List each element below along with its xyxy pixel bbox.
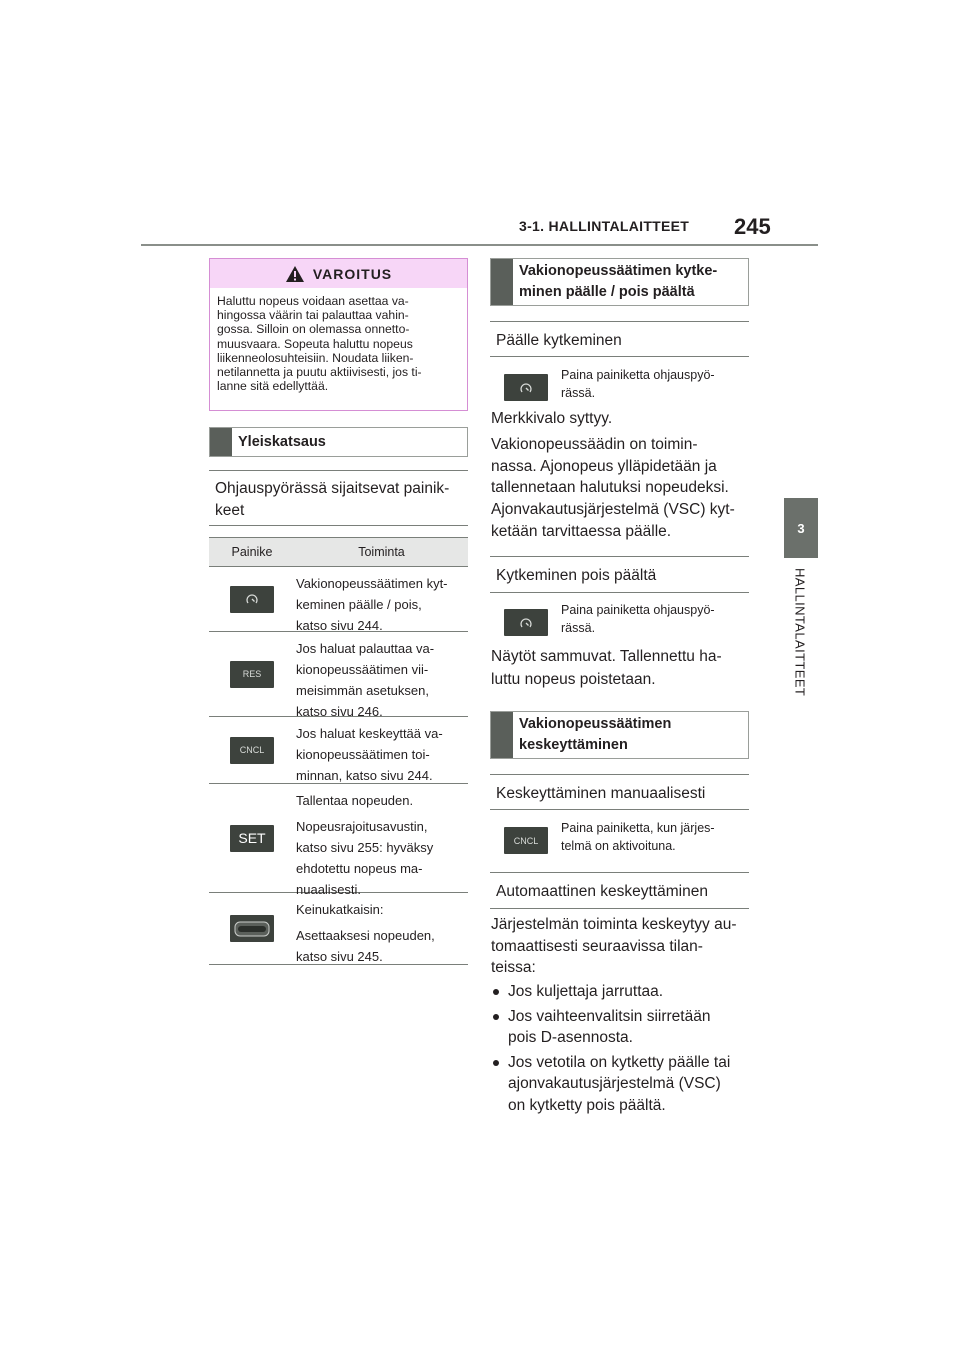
page-number: 245 [734, 214, 771, 239]
col-header-function: Toiminta [358, 545, 405, 559]
paragraph: Ajonvakautusjärjestelmä (VSC) kyt- ketään tarvittaessa päälle. [491, 501, 735, 540]
cruise-control-button [504, 374, 548, 401]
subheading-auto-interrupt: Automaattinen keskeyttäminen [490, 872, 749, 909]
warning-triangle-icon [285, 265, 305, 283]
table-row: Keinukatkaisin: Asettaaksesi nopeuden, katso sivu 245. [209, 893, 468, 965]
subheading-switch-on: Päälle kytkeminen [490, 321, 749, 357]
instruction-switch-off: Paina painiketta ohjauspyö- rässä. [504, 601, 715, 637]
section-heading-interrupt: Vakionopeussäätimen keskeyttäminen [490, 711, 749, 759]
chapter-tab [784, 498, 818, 558]
bullet-dot [493, 989, 499, 995]
chapter-number: 3 [797, 520, 805, 536]
paragraph: Näytöt sammuvat. Tallennettu ha- luttu nopeus poistetaan. [491, 648, 722, 688]
rocker-switch [230, 915, 274, 942]
cruise-control-button [230, 586, 274, 613]
instruction-manual-interrupt: CNCL Paina painiketta, kun järjes- telmä on aktivoituna. [504, 819, 715, 855]
section-heading-overview [209, 427, 468, 457]
warning-header [210, 259, 467, 288]
cruise-control-button [504, 609, 548, 636]
col-header-button: Painike [231, 545, 273, 559]
bullet-dot [493, 1060, 499, 1066]
warning-line: hingossa väärin tai palauttaa vahin- [217, 308, 409, 323]
bullet-dot [493, 1014, 499, 1020]
list-item: Jos vaihteenvalitsin siirretään pois D-asennosta. [493, 1006, 758, 1049]
cncl-button: CNCL [230, 737, 274, 764]
res-button: RES [230, 661, 274, 688]
cruise-control-icon [245, 592, 259, 606]
table-row: RES Jos haluat palauttaa va- kionopeussäätimen vii- meisimmän asetuksen, katso sivu 246. [209, 632, 468, 717]
list-item: Jos vetotila on kytketty päälle tai ajonvakautusjärjestelmä (VSC) on kytketty pois päältä. [493, 1052, 758, 1117]
section-title: Yleiskatsaus [238, 434, 326, 450]
set-button: SET [230, 825, 274, 852]
cruise-control-icon [519, 381, 533, 395]
warning-line: muusvaara. Sopeuta haluttu nopeus [217, 336, 413, 351]
subheading-switch-off: Kytkeminen pois päältä [490, 556, 749, 593]
table-row: SET Tallentaa nopeuden. Nopeusrajoitusavustin, katso sivu 255: hyväksy ehdotettu nopeus ma- nuaalisesti. [209, 784, 468, 893]
warning-line: liikenneolosuhteisiin. Noudata liiken- [217, 350, 414, 365]
warning-line: Haluttu nopeus voidaan asettaa va- [217, 294, 409, 308]
subheading-manual-interrupt: Keskeyttäminen manuaalisesti [490, 774, 749, 810]
table-header [209, 537, 468, 566]
warning-line: gossa. Silloin on olemassa onnetto- [217, 322, 410, 337]
running-header-section: 3-1. HALLINTALAITTEET [519, 218, 690, 234]
warning-line: lanne sitä edellyttää. [217, 379, 329, 394]
paragraph: Merkkivalo syttyy. [491, 410, 613, 427]
cncl-button: CNCL [504, 827, 548, 854]
list-item: Jos kuljettaja jarruttaa. [493, 981, 758, 1003]
buttons-table [209, 537, 468, 965]
bullet-list [493, 981, 758, 1116]
chapter-title-vertical: HALLINTALAITTEET [792, 568, 808, 697]
warning-title: VAROITUS [312, 265, 393, 282]
rocker-switch-icon [233, 919, 271, 939]
table-row: Vakionopeussäätimen kyt- keminen päälle / pois, katso sivu 244. [209, 566, 468, 632]
paragraph: Vakionopeussäädin on toimin- nassa. Ajonopeus ylläpidetään ja tallennetaan halutuksi nopeudeksi. [491, 436, 729, 496]
cruise-control-icon [519, 616, 533, 630]
warning-box [209, 258, 468, 411]
section-heading-on-off: Vakionopeussäätimen kytke- minen päälle / pois päältä [490, 258, 749, 306]
header-rule [141, 244, 818, 246]
table-row: CNCL Jos haluat keskeyttää va- kionopeussäätimen toi- minnan, katso sivu 244. [209, 717, 468, 784]
warning-line: netilannetta ja puutu aktiivisesti, jos ti- [217, 365, 422, 380]
subheading-steering-buttons: Ohjauspyörässä sijaitsevat painik- keet [209, 470, 468, 526]
warning-text [210, 288, 467, 393]
paragraph: Järjestelmän toiminta keskeytyy au- tomaattisesti seuraavissa tilan- teissa: [491, 916, 737, 976]
instruction-switch-on: Paina painiketta ohjauspyö- rässä. [504, 366, 715, 402]
